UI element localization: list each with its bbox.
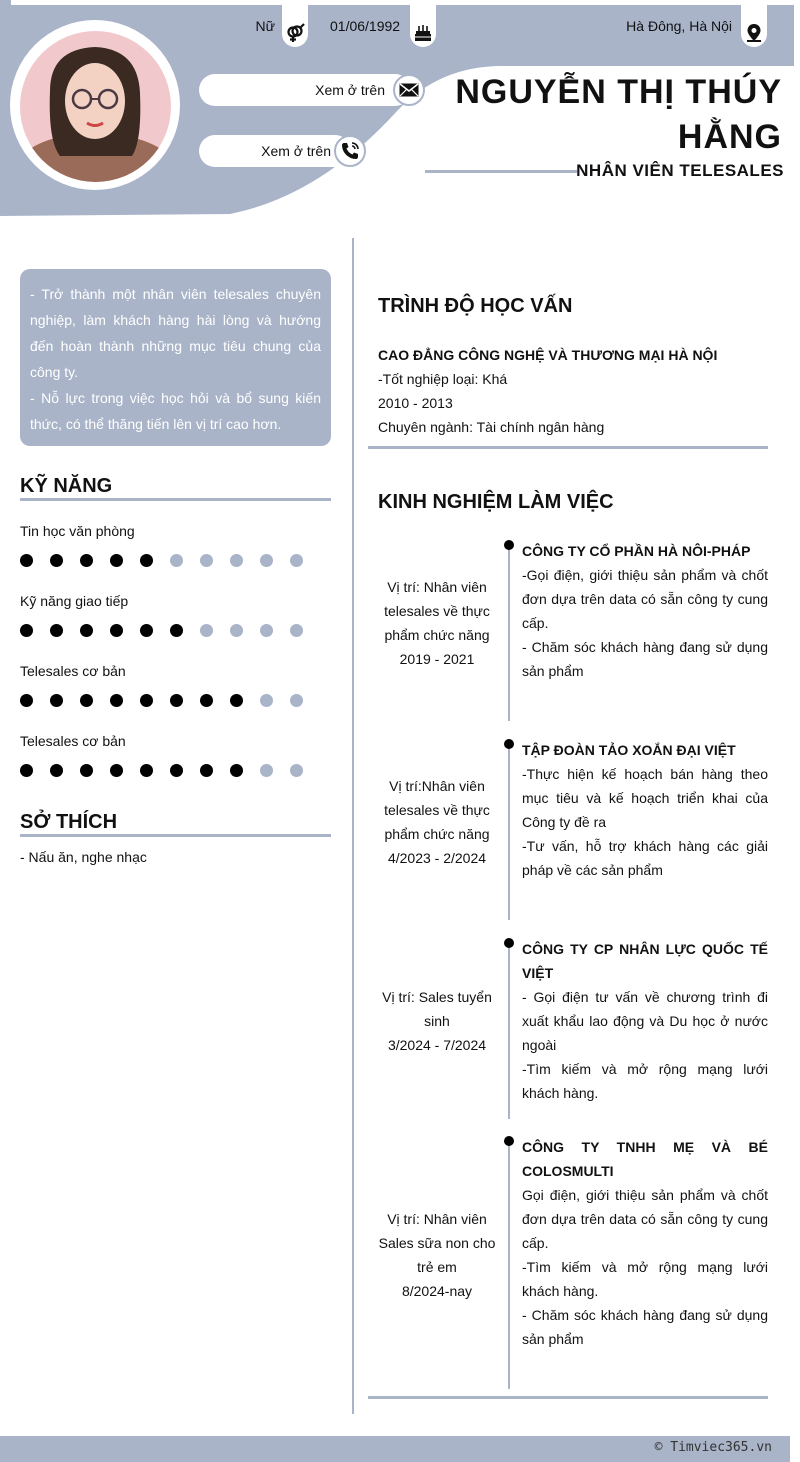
- job-period: 4/2023 - 2/2024: [387, 850, 487, 866]
- skill-name: Kỹ năng giao tiếp: [20, 593, 129, 609]
- skill-dot-filled: [170, 624, 183, 637]
- skill-rating: [20, 764, 320, 777]
- job-description: [522, 937, 768, 1105]
- objective-line: - Nỗ lực trong việc học hỏi và bổ sung kiến thức, có thể thăng tiến lên vị trí cao hơn.: [30, 390, 321, 432]
- job-period: 8/2024-nay: [401, 1283, 473, 1299]
- skill-dot-empty: [200, 554, 213, 567]
- skill-dot-filled: [80, 554, 93, 567]
- title-underline: [425, 170, 577, 173]
- skill-name: Telesales cơ bản: [20, 663, 126, 679]
- career-objective: [20, 269, 331, 446]
- skill-dot-filled: [50, 624, 63, 637]
- hobbies-heading: SỞ THÍCH: [20, 811, 118, 833]
- skill-dot-filled: [80, 764, 93, 777]
- gender-icon: [282, 5, 308, 47]
- skill-dot-empty: [290, 694, 303, 707]
- job-description: [522, 738, 768, 882]
- gender-text: Nữ: [255, 18, 275, 34]
- birthday-cake-icon: [410, 5, 436, 47]
- job-detail: - Chăm sóc khách hàng đang sử dụng sản phẩm: [522, 1307, 768, 1347]
- experience-divider: [368, 1396, 768, 1399]
- skill-dot-filled: [230, 694, 243, 707]
- timeline-line: [508, 545, 510, 721]
- skill-dot-filled: [140, 624, 153, 637]
- job-position-text: Vị trí: Nhân viên telesales về thực phẩm chức năng: [384, 579, 490, 643]
- job-period: 3/2024 - 7/2024: [387, 1037, 487, 1053]
- skill-dot-filled: [20, 764, 33, 777]
- skill-dot-filled: [200, 764, 213, 777]
- job-position: [377, 985, 497, 1057]
- job-company: CÔNG TY TNHH MẸ VÀ BÉ COLOSMULTI: [522, 1139, 768, 1179]
- timeline-dot: [504, 1136, 514, 1146]
- column-divider: [352, 238, 354, 1414]
- education-heading: TRÌNH ĐỘ HỌC VẤN: [378, 295, 573, 317]
- skill-dot-empty: [290, 554, 303, 567]
- job-detail: -Tìm kiếm và mở rộng mạng lưới khách hàng.: [522, 1259, 768, 1299]
- skill-dot-filled: [140, 764, 153, 777]
- skill-rating: [20, 554, 320, 567]
- skill-dot-filled: [50, 694, 63, 707]
- job-detail: Gọi điện, giới thiệu sản phẩm và chốt đơn dựa trên data có sẵn công ty cung cấp.: [522, 1187, 768, 1251]
- hobbies-heading-underline: [20, 834, 331, 837]
- skill-name: Tin học văn phòng: [20, 523, 135, 539]
- timeline-line: [508, 744, 510, 920]
- skill-dot-filled: [20, 554, 33, 567]
- email-field[interactable]: [199, 74, 411, 106]
- education-school: CAO ĐẲNG CÔNG NGHỆ VÀ THƯƠNG MẠI HÀ NỘI: [378, 347, 718, 363]
- skill-dot-filled: [110, 624, 123, 637]
- skill-dot-filled: [110, 694, 123, 707]
- birthday-text: 01/06/1992: [330, 18, 401, 34]
- skill-dot-empty: [290, 764, 303, 777]
- job-title: NHÂN VIÊN TELESALES: [576, 161, 784, 180]
- email-text: Xem ở trên: [315, 82, 385, 98]
- timeline-dot: [504, 938, 514, 948]
- location-pin-icon: [741, 5, 767, 47]
- job-detail: - Gọi điện tư vấn về chương trình đi xuất khẩu lao động và Du học ở nước ngoài: [522, 989, 768, 1053]
- skill-dot-empty: [200, 624, 213, 637]
- skill-dot-filled: [50, 764, 63, 777]
- job-period: 2019 - 2021: [399, 651, 475, 667]
- job-position-text: Vị trí: Sales tuyển sinh: [382, 989, 492, 1029]
- timeline-dot: [504, 540, 514, 550]
- skill-dot-empty: [260, 694, 273, 707]
- education-grade: -Tốt nghiệp loại: Khá: [378, 371, 508, 387]
- education-major: Chuyên ngành: Tài chính ngân hàng: [378, 419, 605, 435]
- skill-dot-empty: [230, 624, 243, 637]
- job-company: CÔNG TY CP NHÂN LỰC QUỐC TẾ VIỆT: [522, 941, 768, 981]
- skill-dot-filled: [170, 764, 183, 777]
- job-position-text: Vị trí:Nhân viên telesales về thực phẩm chức năng: [384, 778, 490, 842]
- phone-field[interactable]: [199, 135, 351, 167]
- skill-dot-filled: [230, 764, 243, 777]
- job-company: TẬP ĐOÀN TẢO XOẮN ĐẠI VIỆT: [522, 742, 736, 758]
- skill-dot-filled: [110, 764, 123, 777]
- address-text: Hà Đông, Hà Nội: [626, 18, 732, 34]
- education-divider: [368, 446, 768, 449]
- skills-heading: KỸ NĂNG: [20, 475, 113, 497]
- job-company: CÔNG TY CỔ PHẦN HÀ NÔI-PHÁP: [522, 543, 751, 559]
- phone-icon: [334, 135, 366, 167]
- skills-heading-underline: [20, 498, 331, 501]
- job-detail: -Tư vấn, hỗ trợ khách hàng các giải pháp về các sản phẩm: [522, 838, 768, 878]
- experience-heading: KINH NGHIỆM LÀM VIỆC: [378, 491, 614, 513]
- skill-rating: [20, 694, 320, 707]
- skill-dot-empty: [260, 764, 273, 777]
- job-detail: -Tìm kiếm và mở rộng mạng lưới khách hàng.: [522, 1061, 768, 1101]
- skill-dot-filled: [140, 554, 153, 567]
- timeline-dot: [504, 739, 514, 749]
- job-position-text: Vị trí: Nhân viên Sales sữa non cho trẻ em: [378, 1211, 496, 1275]
- job-detail: -Thực hiện kế hoạch bán hàng theo mục tiêu và kế hoạch triển khai của Công ty đề ra: [522, 766, 768, 830]
- skill-rating: [20, 624, 320, 637]
- skill-dot-filled: [80, 624, 93, 637]
- skill-dot-empty: [260, 554, 273, 567]
- phone-text: Xem ở trên: [261, 143, 331, 159]
- job-position: [377, 575, 497, 671]
- skill-dot-empty: [230, 554, 243, 567]
- job-position: [377, 1207, 497, 1303]
- email-icon: [393, 74, 425, 106]
- skill-dot-filled: [200, 694, 213, 707]
- timeline-line: [508, 1141, 510, 1389]
- skill-dot-filled: [80, 694, 93, 707]
- skill-dot-filled: [110, 554, 123, 567]
- education-years: 2010 - 2013: [378, 395, 453, 411]
- skill-dot-filled: [20, 694, 33, 707]
- timeline-line: [508, 943, 510, 1119]
- skill-name: Telesales cơ bản: [20, 733, 126, 749]
- footer-copyright: © Timviec365.vn: [654, 1440, 772, 1455]
- avatar: [20, 31, 171, 182]
- job-description: [522, 539, 768, 683]
- skill-dot-filled: [20, 624, 33, 637]
- hobbies-text: - Nấu ăn, nghe nhạc: [20, 849, 147, 865]
- job-description: [522, 1135, 768, 1351]
- job-detail: - Chăm sóc khách hàng đang sử dụng sản phẩm: [522, 639, 768, 679]
- skill-dot-empty: [260, 624, 273, 637]
- skill-dot-filled: [170, 694, 183, 707]
- skill-dot-empty: [290, 624, 303, 637]
- skill-dot-filled: [140, 694, 153, 707]
- objective-line: - Trở thành một nhân viên telesales chuyên nghiệp, làm khách hàng hài lòng và hướng đến hoàn thành những mục tiêu chung của công ty.: [30, 286, 321, 380]
- skill-dot-filled: [50, 554, 63, 567]
- job-detail: -Gọi điện, giới thiệu sản phẩm và chốt đơn dựa trên data có sẵn công ty cung cấp.: [522, 567, 768, 631]
- candidate-name: NGUYỄN THỊ THÚY HẰNG: [455, 73, 782, 156]
- skill-dot-empty: [170, 554, 183, 567]
- job-position: [377, 774, 497, 870]
